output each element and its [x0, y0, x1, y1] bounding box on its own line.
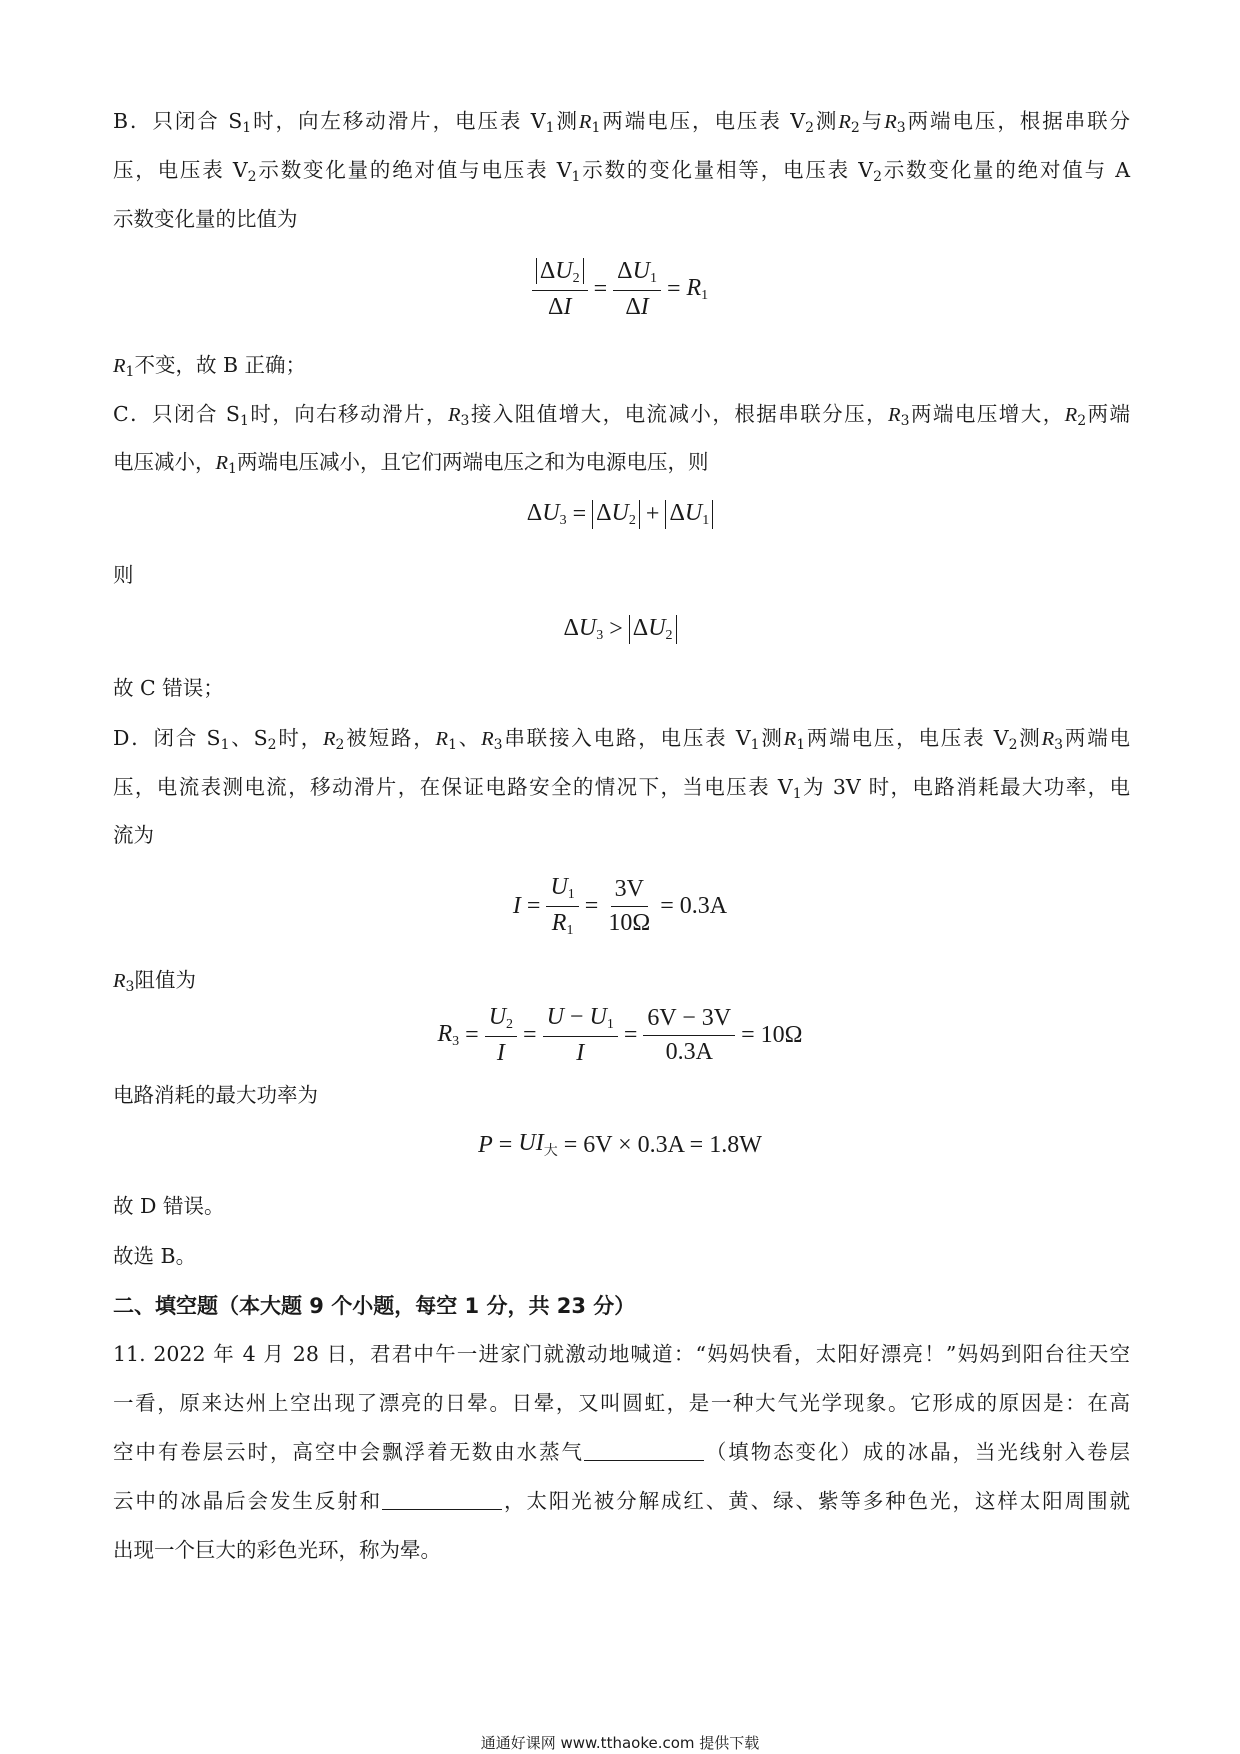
formula-ratio: $\frac{\Delta U_2}{\Delta I}$ = $\frac{\Delta U_1}{\Delta I}$ = $R_1$ [0, 258, 1240, 321]
option-b-line-3: 示数变化量的比值为 [113, 207, 298, 231]
final-choice: 故选 B。 [113, 1244, 197, 1268]
option-c-line-2: 电压减小，$R_1$两端电压减小，且它们两端电压之和为电源电压，则 [113, 450, 709, 477]
formula-power: P = $UI_大$ = 6V × 0.3A = 1.8W [478, 1130, 762, 1159]
option-c-line-1: C．只闭合 $S_1$时，向右移动滑片，$R_3$接入阻值增大，电流减小，根据串联分压，$R_3$两端电压增大，$R_2$两端 [113, 402, 1131, 429]
option-c-then: 则 [113, 563, 134, 587]
power-label: 电路消耗的最大功率为 [113, 1083, 318, 1107]
section-title: 二、填空题（本大题 9 个小题，每空 1 分，共 23 分） [113, 1294, 636, 1318]
formula-r3: $R_3$ = $\frac{U_2}{I}$ = $\frac{U - U_1}{I}$ = $\frac{6V - 3V}{0.3A}$ = 10Ω [437, 1004, 803, 1066]
formula-current: I = $\frac{U_1}{R_1}$ = $\frac{3V}{10\Omega}$ = 0.3A [512, 874, 728, 938]
q11-line-1: 11. 2022 年 4 月 28 日，君君中午一进家门就激动地喊道：“妈妈快看，太阳好漂亮！”妈妈到阳台往天空 [113, 1342, 1130, 1366]
option-b-line-1: B．只闭合 $S_1$时，向左移动滑片，电压表 $V_1$测$R_1$两端电压，电压表 $V_2$测$R_2$与$R_3$两端电压，根据串联分 [113, 109, 1131, 136]
answer-blank-1[interactable] [584, 1440, 704, 1461]
option-b-conclusion: $R_1$不变，故 B 正确； [113, 353, 307, 380]
option-d-conclusion: 故 D 错误。 [113, 1194, 225, 1218]
formula-sum: $\Delta U_3$ = $\Delta U_2$ + $\Delta U_1$ [0, 500, 1240, 529]
option-d-line-1: D．闭合 $S_1$、$S_2$时，$R_2$被短路，$R_1$、$R_3$串联接入电路，电压表 $V_1$测$R_1$两端电压，电压表 $V_2$测$R_3$两端电 [113, 726, 1131, 753]
q11-line-5: 出现一个巨大的彩色光环，称为晕。 [113, 1538, 441, 1562]
formula-inequality: $\Delta U_3$ > $\Delta U_2$ [0, 615, 1240, 644]
option-d-line-2: 压，电流表测电流，移动滑片，在保证电路安全的情况下，当电压表 $V_1$为 3V 时，电路消耗最大功率，电 [113, 775, 1130, 802]
option-b-line-2: 压，电压表 $V_2$示数变化量的绝对值与电压表 $V_1$示数的变化量相等，电压表 $V_2$示数变化量的绝对值与 A [113, 158, 1131, 185]
q11-line-3: 空中有卷层云时，高空中会飘浮着无数由水蒸气 （填物态变化）成的冰晶，当光线射入卷层 [113, 1440, 1131, 1464]
r3-label: $R_3$阻值为 [113, 968, 196, 995]
answer-blank-2[interactable] [382, 1489, 502, 1510]
q11-line-4: 云中的冰晶后会发生反射和 ，太阳光被分解成红、黄、绿、紫等多种色光，这样太阳周围就 [113, 1489, 1131, 1513]
option-d-line-3: 流为 [113, 823, 154, 847]
q11-line-2: 一看，原来达州上空出现了漂亮的日晕。日晕，又叫圆虹，是一种大气光学现象。它形成的原因是：在高 [113, 1391, 1130, 1415]
option-c-conclusion: 故 C 错误； [113, 676, 224, 700]
page-footer: 通通好课网 www.tthaoke.com 提供下载 [480, 1734, 760, 1752]
